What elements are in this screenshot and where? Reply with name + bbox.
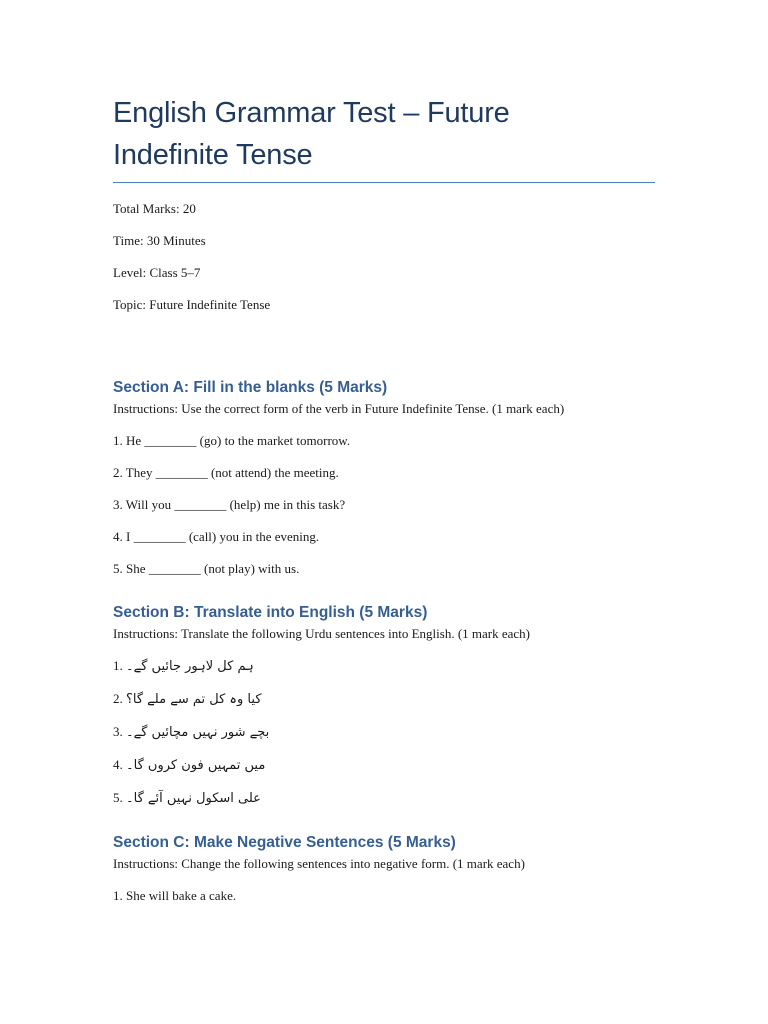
- section-b-instructions: Instructions: Translate the following Urdu sentences into English. (1 mark each): [113, 626, 531, 641]
- document-title: [113, 92, 655, 183]
- class-level: Level: Class 5–7: [113, 265, 201, 280]
- urdu-sentence: بچے شور نہیں مچائیں گے۔: [126, 725, 270, 740]
- question-item: 1. She will bake a cake.: [113, 888, 237, 903]
- question-number: 1.: [113, 658, 123, 673]
- question-item: 3. Will you ________ (help) me in this task?: [113, 497, 346, 512]
- question-item: [113, 724, 655, 741]
- question-item: 5. She ________ (not play) with us.: [113, 561, 300, 576]
- section-c-instructions: Instructions: Change the following sentences into negative form. (1 mark each): [113, 856, 525, 871]
- section-c-heading: Section C: Make Negative Sentences (5 Marks): [113, 834, 456, 851]
- question-item: 2. They ________ (not attend) the meeting.: [113, 465, 339, 480]
- document-page: [113, 92, 655, 920]
- question-item: 1. He ________ (go) to the market tomorrow.: [113, 433, 351, 448]
- section-a-instructions: Instructions: Use the correct form of the verb in Future Indefinite Tense. (1 mark each): [113, 401, 565, 416]
- time-limit: Time: 30 Minutes: [113, 233, 206, 248]
- test-meta: [113, 201, 655, 313]
- section-c: [113, 833, 655, 904]
- document-title-line-2: Indefinite Tense: [113, 139, 313, 171]
- question-item: [113, 658, 655, 675]
- section-a: [113, 378, 655, 577]
- question-item: [113, 757, 655, 774]
- question-item: [113, 691, 655, 708]
- urdu-sentence: علی اسکول نہیں آئے گا۔: [126, 791, 261, 806]
- question-item: 4. I ________ (call) you in the evening.: [113, 529, 320, 544]
- section-a-heading: Section A: Fill in the blanks (5 Marks): [113, 379, 388, 396]
- total-marks: Total Marks: 20: [113, 201, 196, 216]
- question-number: 4.: [113, 757, 123, 772]
- section-b-heading: Section B: Translate into English (5 Marks): [113, 604, 428, 621]
- document-title-line-1: English Grammar Test – Future: [113, 97, 510, 129]
- question-number: 3.: [113, 724, 123, 739]
- urdu-sentence: ہم کل لاہور جائیں گے۔: [126, 659, 254, 674]
- test-topic: Topic: Future Indefinite Tense: [113, 297, 271, 312]
- question-item: [113, 790, 655, 807]
- urdu-sentence: کیا وہ کل تم سے ملے گا؟: [126, 692, 262, 707]
- urdu-sentence: میں تمہیں فون کروں گا۔: [126, 758, 266, 773]
- question-number: 5.: [113, 790, 123, 805]
- section-b: [113, 603, 655, 807]
- question-number: 2.: [113, 691, 123, 706]
